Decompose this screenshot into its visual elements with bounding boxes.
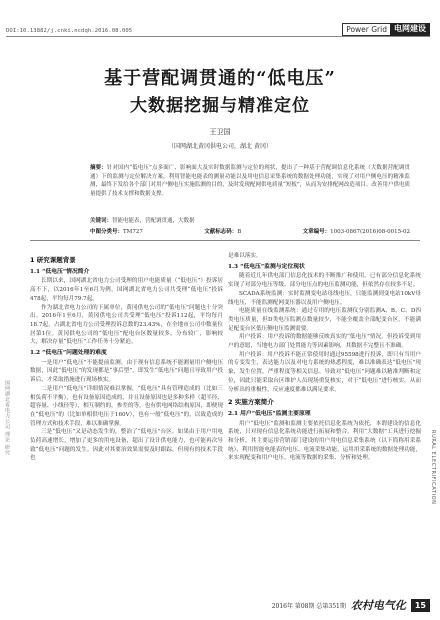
subsection-heading: 2.1 用户“低电压”监测主要原理 [228,410,311,417]
journal-side-label: RURAL ELECTRIFICATION [430,430,436,505]
clc-field [90,227,143,235]
classification-row [90,227,410,235]
magazine-logo: 农村电气化 [350,599,406,612]
paragraph: 作为湖北省电力公司的下属单位，黄冈供电公司的“低电压”问题也十分突出。2016年1至6月，黄冈供电公司共受理“低电压”投诉112起，平均每月18.7起，占湖北省电力公司受理投诉总数的23.43%，在全地市公司中数量位居第1位。黄冈供电公司的“低电压”配电台区数量较多，分布较广，影响较大，解决存量“低电压”工作任务十分紧迫。 [30,304,223,346]
paragraph: 电能质量在线监测系统：通过专用的电压监测仪分别监测A、B、C、D四类电压质量，但D类电压监测点数量较少，不能全覆盖全部配变台区，不能满足配变台区低压侧电压监测需要。 [228,308,421,332]
section-heading: 2 实施方案简介 [228,398,274,407]
paragraph: 用户“低电压”监测和监测主要依托信息化系统为依托，本谓建设的信息化系统，只对现有信息化系统功能进行拓展和整合，利用“大数据”工具进行挖掘和分析，其主要运用营销部门建设的用户用电信息采集系统（以下简称用采系统）、利用智能电能表的电压、电流采集功能，运用用采系统的数据处理功能，来实现配变和用户电压、电流等数据的采集、分析和处理。 [228,420,421,462]
keywords-label: 关键词： [90,218,113,224]
right-column [228,252,421,463]
article-id-field [303,227,410,235]
issue-info: 2016年 第08期 总第351期 [271,602,346,610]
paragraph: 二是用户“低电压”详细情况难以掌握。“低电压”具有管理造成的（比如三相负荷不平衡），也有设备原因造成的，并且设备原因也是多种多样（超半径、超容量、小线径等），相互制约的，参差的等，也有供电网络结构原因，即便现在“低电压”的（比如单相供电压于160V），也有一般“低电压”的，以致造成的管理方式和技术手段，难以准确掌握。 [30,385,223,427]
paragraph: 三是“低电压”又是动态发生的，整治了“低电压”台区，如果由于用户用电负荷高速增长，增加了更多的用电设备，超出了设计供电能力，也可能再次导致“低电压”问题的发生。因此对其要治效果需要及时跟踪，但现有的技术手段也 [30,429,223,462]
doc-code-label: 文献标志码： [204,229,238,235]
side-margin-text: 国网湖北省电力公司 理论 研究 [4,380,10,456]
doc-code-value: B [237,229,242,235]
subsection-heading: 1.3 “低电压”监测与定位现状 [228,263,305,270]
section-header [342,23,430,36]
paragraph: 用户投诉：用户投诉不能正常使用时通过95598进行投诉，即只有当用户的专变发生，表达能力以及对电力系统的热悉程度，难以准确表达“低电压”现象，发生位置，严重程度等相关信息。导致对“低电压”问题难以精准判断和定位，因此只能采取台区维护人员现场重复核实，对于“低电压”进行核实，从而分析出的重极性，反应速度都难以满足要求。 [228,351,421,393]
abstract-text: 针对国内“低电压”点多面广、影响面大及实时数据监测与定位的现状，提出了一种基于营配调信息化系统（大数据营配调贯通）下的监测与定位解决方案，利用智能电能表的测量功能以及用电信息采集系统的数据处理功能，实现了对用户侧电压的精准监测，最终下发给各个部门对用户侧电压实施监测的目的，及时发现配网供电质量“短板”，从而为安排配网改造项目、改善用户供电质量提供了技术支撑和数据支撑。 [90,165,410,197]
paragraph: 是难以落实。 [228,253,262,259]
section-label: Power Grid [342,23,390,36]
abstract-label: 摘要： [90,165,107,171]
subsection-heading: 1.1 “低电压”情况简介 [30,268,90,275]
page-number: 15 [411,599,430,612]
abstract [90,164,410,198]
paragraph: 一是用户“低电压”不能提前监测。由于现有信息系统不能测量用户侧电压数据，因此“低电压”的发现都是“事后型”，即发生“低电压”问题且导致用户投诉后，才采取措施进行现场核实。 [30,359,223,384]
affiliation: （国网湖北黄冈供电公司，湖北 黄冈） [168,143,272,150]
subsection-heading: 1.2 “低电压”问题处理的难度 [30,350,107,357]
clc-label: 中图分类号： [90,229,124,235]
left-column [30,252,223,463]
paragraph: 长期以来，国网湖北省电力公司受理的用户电能质量（“低电压”）投诉居高不下，以2016年1至6月为例，国网湖北省电力公司共受理“低电压”投诉478起，平均每月79.7起。 [30,278,223,302]
paragraph: 随着近几年供电部门信息化技术的不断推广和使用，已有部分信息化系统实现了对部分电压等级、部分电压点的电压监测功能，但依然存在较多不足。 [228,273,421,289]
abstract-rule [30,240,420,241]
doc-code-field [204,227,241,235]
keywords [90,216,410,224]
header-rule [6,36,430,37]
title-line-2: 大数据挖掘与精准定位 [130,96,310,116]
page-footer [228,597,430,613]
paragraph: 用户投诉：用户投诉的数据能够反映真实的“低电压”情况，但投诉受到用户的意愿，当地电力部门处置能力等因素影响，其数据不完整且不准确。 [228,334,421,350]
keywords-text: 智能电能表，营配调贯通，大数据 [112,218,195,224]
doi-text: DOI:10.13882/j.cnki.ncdqh.2016.08.005 [6,28,133,34]
paragraph: SCADA系统监测：实时监测变电站母线电压，只能监测到变电站10kV母线电压，不能监测配网变压器以及用户侧电压。 [228,290,421,306]
title-line-1: 基于营配调贯通的“低电压” [104,68,336,89]
article-id-value: 1003-0867(2016)08-0015-02 [330,229,410,235]
section-heading: 1 研究课题背景 [30,256,76,264]
article-id-label: 文章编号： [302,229,331,235]
author: 王卫国 [209,128,231,136]
clc-value: TM727 [123,229,143,235]
section-category: 电网建设 [390,23,430,36]
